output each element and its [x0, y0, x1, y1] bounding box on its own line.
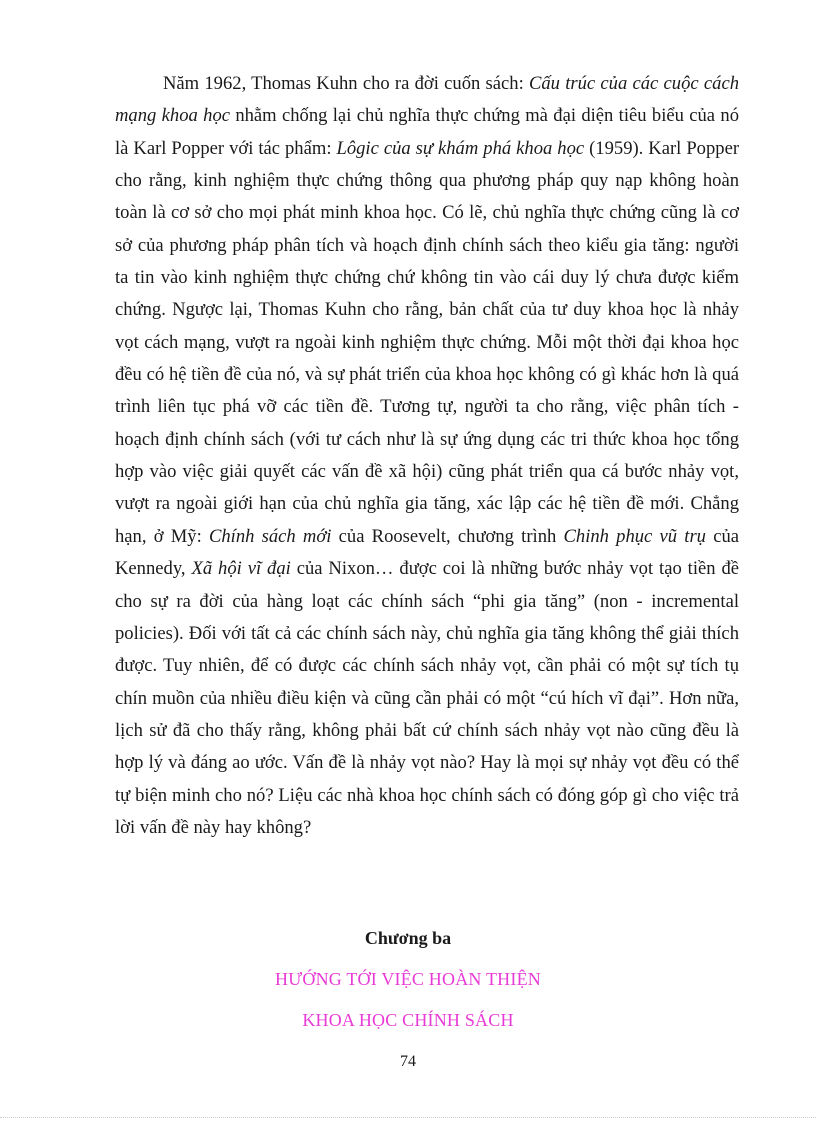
book-title-popper: Lôgic của sự khám phá khoa học — [336, 137, 585, 159]
text-segment: Năm 1962, Thomas Kuhn cho ra đời cuốn sách: — [163, 73, 529, 94]
body-paragraph — [115, 68, 739, 844]
page-bottom-divider — [0, 1117, 816, 1118]
text-segment: của Roosevelt, chương trình — [331, 525, 564, 547]
text-segment: của Nixon… được coi là những bước nhảy vọt tạo tiền đề cho sự ra đời của hàng loạt các chính sách “phi gia tăng” (non - incremental policies). Đối với tất cả các chính sách này, chủ nghĩa gia tăng không thể giải thích được. Tuy nhiên, để có được các chính sách nhảy vọt, cần phải có một sự tích tụ chín muồn của nhiều điều kiện và cũng cần phải có một “cú hích vĩ đại”. Hơn nữa, lịch sử đã cho thấy rằng, không phải bất cứ chính sách nhảy vọt nào cũng đều là hợp lý và đáng ao ước. Vấn đề là nhảy vọt nào? Hay là mọi sự nhảy vọt đều có thể tự biện minh cho nó? Liệu các nhà khoa học chính sách có đóng góp gì cho việc trả lời vấn đề này hay không? — [115, 558, 739, 838]
page-number: 74 — [400, 1053, 416, 1070]
chapter-title-line-1: HƯỚNG TỚI VIỆC HOÀN THIỆN — [275, 969, 541, 989]
policy-name-kennedy: Chinh phục vũ trụ — [563, 525, 706, 547]
text-segment: của Kennedy, — [115, 525, 739, 580]
book-title-kuhn: Cấu trúc của các cuộc cách mạng khoa học — [115, 73, 739, 127]
text-segment: (1959). Karl Popper cho rằng, kinh nghiệm thực chứng thông qua phương pháp quy nạp không hoàn toàn là cơ sở cho mọi phát minh khoa học. Có lẽ, chủ nghĩa thực chứng cũng là cơ sở của phương pháp phân tích và hoạch định chính sách theo kiểu gia tăng: người ta tin vào kinh nghiệm thực chứng chứ không tin vào cái duy lý chưa được kiểm chứng. Ngược lại, Thomas Kuhn cho rằng, bản chất của tư duy khoa học là nhảy vọt cách mạng, vượt ra ngoài kinh nghiệm thực chứng. Mỗi một thời đại khoa học đều có hệ tiền đề của nó, và sự phát triển của khoa học không có gì khác hơn là quá trình liên tục phá vỡ các tiền đề. Tương tự, người ta cho rằng, việc phân tích - hoạch định chính sách (với tư cách như là sự ứng dụng các tri thức khoa học tổng hợp vào việc giải quyết các vấn đề xã hội) cũng phát triển qua cá bước nhảy vọt, vượt ra ngoài giới hạn của chủ nghĩa gia tăng, xác lập các hệ tiền đề mới. Chẳng hạn, ở Mỹ: — [115, 137, 740, 547]
text-segment: nhằm chống lại chủ nghĩa thực chứng mà đại diện tiêu biểu của nó là Karl Popper với tác phẩm: — [115, 105, 739, 159]
policy-name-roosevelt: Chính sách mới — [208, 525, 332, 547]
chapter-label: Chương ba — [364, 928, 452, 948]
policy-name-nixon: Xã hội vĩ đại — [191, 558, 291, 580]
chapter-title-line-2: KHOA HỌC CHÍNH SÁCH — [302, 1010, 514, 1030]
